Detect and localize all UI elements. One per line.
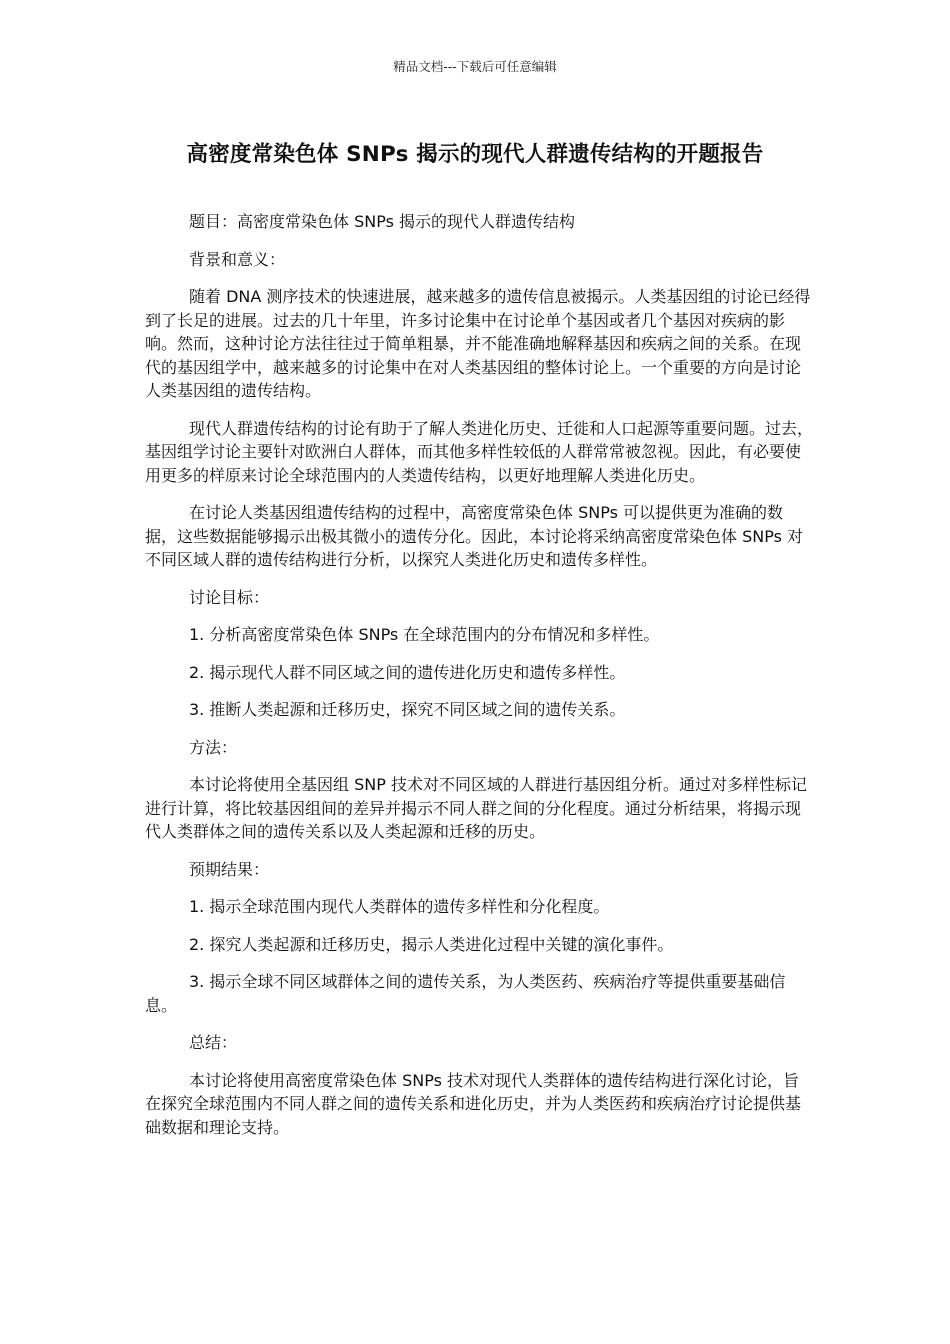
paragraph: 本讨论将使用高密度常染色体 SNPs 技术对现代人类群体的遗传结构进行深化讨论，旨在探究全球范围内不同人群之间的遗传关系和进化历史，并为人类医药和疾病治疗讨论提供基础数据和理论支持。 <box>145 1070 802 1137</box>
list-item: 3. 推断人类起源和迁移历史，探究不同区域之间的遗传关系。 <box>189 700 626 719</box>
paragraph: 现代人群遗传结构的讨论有助于了解人类进化历史、迁徙和人口起源等重要问题。过去，基因组学讨论主要针对欧洲白人群体，而其他多样性较低的人群常常被忽视。因此，有必要使用更多的样原来讨论全球范围内的人类遗传结构，以更好地理解人类进化历史。 <box>145 418 814 485</box>
paragraph: 随着 DNA 测序技术的快速进展，越来越多的遗传信息被揭示。人类基因组的讨论已经得到了长足的进展。过去的几十年里，许多讨论集中在讨论单个基因或者几个基因对疾病的影响。然而，这种讨论方法往往过于简单粗暴，并不能准确地解释基因和疾病之间的关系。在现代的基因组学中，越来越多的讨论集中在对人类基因组的整体讨论上。一个重要的方向是讨论人类基因组的遗传结构。 <box>145 287 811 400</box>
list-item: 3. 揭示全球不同区域群体之间的遗传关系，为人类医药、疾病治疗等提供重要基础信息。 <box>145 972 786 1015</box>
list-item: 1. 分析高密度常染色体 SNPs 在全球范围内的分布情况和多样性。 <box>189 625 660 644</box>
paragraph: 在讨论人类基因组遗传结构的过程中，高密度常染色体 SNPs 可以提供更为准确的数据，这些数据能够揭示出极其微小的遗传分化。因此，本讨论将采纳高密度常染色体 SNPs 对不同区域人群的遗传结构进行分析，以探究人类进化历史和遗传多样性。 <box>145 503 804 569</box>
section-heading-results: 预期结果： <box>189 859 270 879</box>
section-heading-summary: 总结： <box>189 1033 238 1052</box>
paragraph: 本讨论将使用全基因组 SNP 技术对不同区域的人群进行基因组分析。通过对多样性标记进行计算，将比较基因组间的差异并揭示不同人群之间的分化程度。通过分析结果，将揭示现代人类群体之间的遗传关系以及人类起源和迁移的历史。 <box>145 775 807 841</box>
list-item: 2. 揭示现代人群不同区域之间的遗传进化历史和遗传多样性。 <box>189 662 626 682</box>
list-item: 1. 揭示全球范围内现代人类群体的遗传多样性和分化程度。 <box>189 897 610 916</box>
document-body <box>145 210 813 1153</box>
list-item: 2. 探究人类起源和迁移历史，揭示人类进化过程中关键的演化事件。 <box>189 934 674 954</box>
section-heading-goals: 讨论目标： <box>189 587 270 607</box>
header-note: 精品文档---下载后可任意编辑 <box>393 59 557 74</box>
section-heading-method: 方法： <box>189 737 238 757</box>
section-heading-background: 背景和意义： <box>189 249 286 269</box>
document-title: 高密度常染色体 SNPs 揭示的现代人群遗传结构的开题报告 <box>186 142 764 167</box>
topic-line: 题目：高密度常染色体 SNPs 揭示的现代人群遗传结构 <box>189 212 576 231</box>
